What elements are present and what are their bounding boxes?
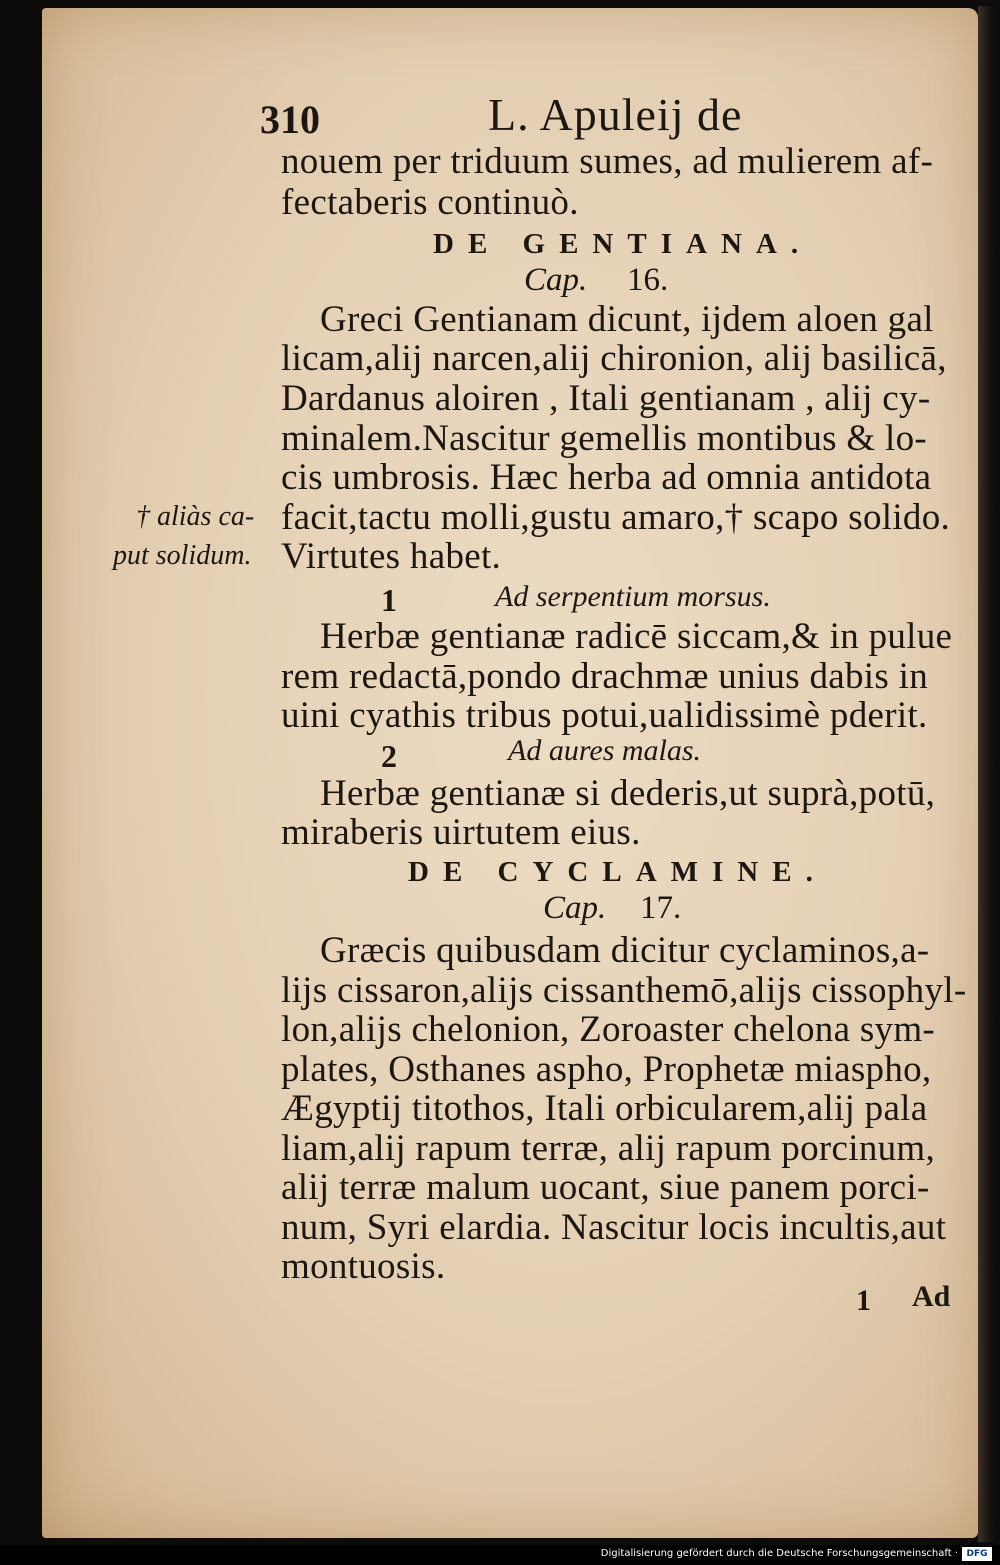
- margin-note: † aliàs ca-: [136, 501, 255, 532]
- text-line: nouem per triduum sumes, ad mulierem af-: [281, 141, 934, 182]
- page-edge: [978, 6, 996, 1542]
- text-line: minalem.Nascitur gemellis montibus & lo-: [281, 418, 928, 459]
- text-line: montuosis.: [281, 1246, 446, 1287]
- text-line: uini cyathis tribus potui,ualidissimè pderit.: [281, 695, 928, 736]
- remedy-number: 2: [381, 738, 397, 774]
- footer-credit: Digitalisierung gefördert durch die Deutsche Forschungsgemeinschaft ·: [600, 1548, 958, 1559]
- text-line: liam,alij rapum terræ, alij rapum porcinum,: [281, 1128, 936, 1169]
- chapter-heading: DE CYCLAMINE.: [408, 856, 827, 888]
- chapter-number: 17.: [640, 890, 682, 926]
- text-line: licam,alij narcen,alij chironion, alij basilicā,: [281, 338, 947, 379]
- text-line: rem redactā,pondo drachmæ unius dabis in: [281, 656, 928, 697]
- text-line: cis umbrosis. Hæc herba ad omnia antidota: [281, 457, 932, 498]
- chapter-label: Cap.: [543, 890, 607, 926]
- remedy-title: Ad serpentium morsus.: [495, 580, 771, 613]
- margin-note: put solidum.: [113, 540, 252, 571]
- page-number: 310: [260, 97, 320, 142]
- text-line: plates, Osthanes aspho, Prophetæ miaspho,: [281, 1049, 932, 1090]
- text-line: num, Syri elardia. Nascitur locis incultis,aut: [281, 1207, 947, 1248]
- remedy-title: Ad aures malas.: [508, 734, 702, 767]
- text-line: miraberis uirtutem eius.: [281, 812, 641, 853]
- text-line: Dardanus aloiren , Itali gentianam , alij cy-: [281, 378, 931, 419]
- remedy-number: 1: [381, 582, 397, 618]
- catchword-number: 1: [856, 1284, 871, 1317]
- text-line: lon,alijs chelonion, Zoroaster chelona sym-: [281, 1009, 936, 1050]
- text-line: Herbæ gentianæ si dederis,ut suprà,potū,: [320, 773, 936, 814]
- catchword: Ad: [912, 1280, 951, 1313]
- text-line: Ægyptij titothos, Itali orbicularem,alij pala: [281, 1088, 928, 1129]
- text-line: Greci Gentianam dicunt, ijdem aloen gal: [320, 299, 934, 340]
- text-line: fectaberis continuò.: [281, 182, 579, 223]
- text-line: lijs cissaron,alijs cissanthemō,alijs cissophyl-: [281, 970, 967, 1011]
- dfg-logo: DFG: [962, 1547, 992, 1561]
- running-title: L. Apuleij de: [488, 89, 743, 140]
- text-line: Herbæ gentianæ radicē siccam,& in pulue: [320, 616, 953, 657]
- text-line: Virtutes habet.: [281, 536, 502, 577]
- chapter-heading: DE GENTIANA.: [433, 228, 813, 260]
- chapter-label: Cap.: [524, 262, 588, 298]
- text-line: alij terræ malum uocant, siue panem porci-: [281, 1167, 930, 1208]
- chapter-number: 16.: [627, 262, 669, 298]
- text-line: Græcis quibusdam dicitur cyclaminos,a-: [320, 930, 930, 971]
- text-line: facit,tactu molli,gustu amaro,† scapo solido.: [281, 497, 951, 538]
